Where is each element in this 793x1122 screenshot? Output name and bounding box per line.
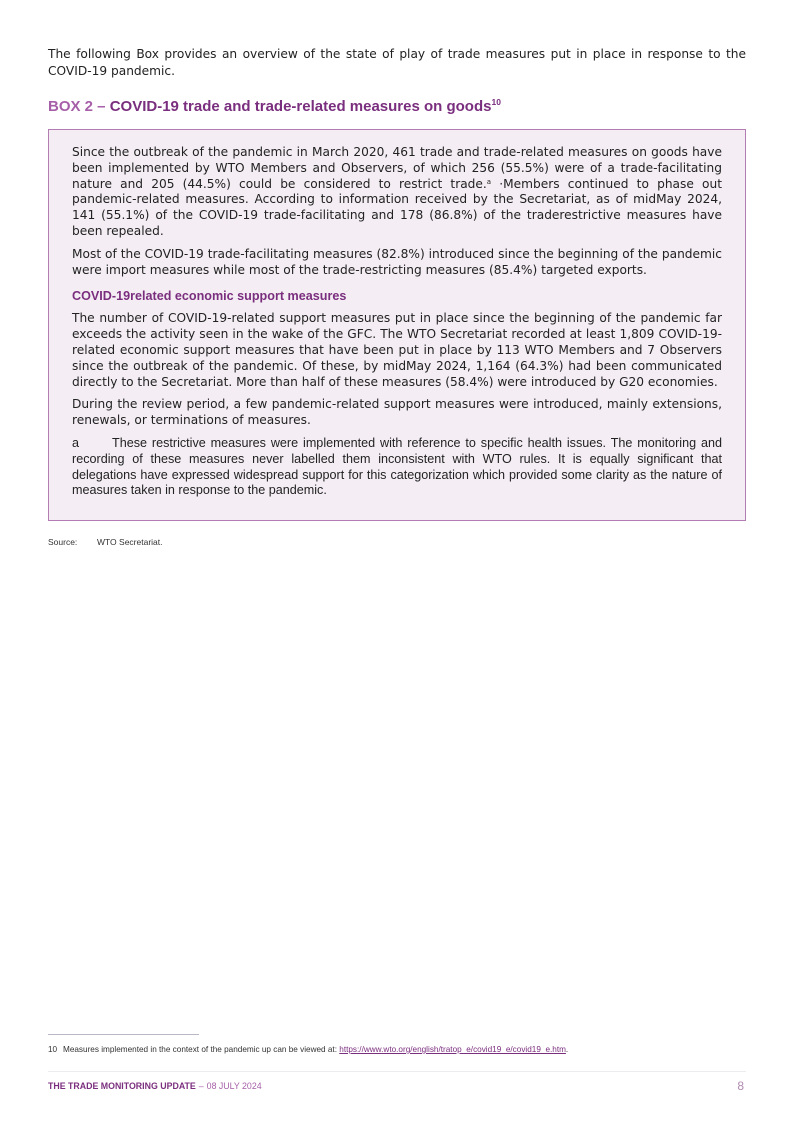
box-title	[48, 97, 746, 117]
page-footer	[48, 1081, 746, 1095]
box-label: BOX 2 –	[48, 98, 106, 115]
footer-publication: THE TRADE MONITORING UPDATE	[48, 1081, 196, 1091]
box-title-text: COVID-19 trade and trade-related measures on goods	[109, 98, 492, 115]
footnote-text: Measures implemented in the context of the pandemic up can be viewed at:	[63, 1045, 340, 1054]
box-title-footnote-ref[interactable]: 10	[491, 97, 501, 107]
footnote-divider	[48, 1034, 199, 1035]
box-note-text: These restrictive measures were implemented with reference to specific health issues. The monitoring and recording of these measures never labelled them inconsistent with WTO rules. It is equally significant that delegations have expressed widespread support for this categorization which provided some clarity as the nature of measures taken in response to the pandemic.	[72, 435, 722, 498]
footnote-end: .	[565, 1045, 569, 1054]
box-paragraph-1-text-b: ·Members continued to phase out pandemic-related measures. According to information received by the Secretariat, as of midMay 2024, 141 (55.1%) of the COVID-19 trade-facilitating and 178 (86.8%) of the traderestrictive measures have been repealed.	[72, 176, 722, 238]
footnote-number: 10	[48, 1045, 58, 1054]
box-note	[72, 436, 722, 499]
footer-separator: –	[198, 1081, 204, 1091]
footer-date: 08 JULY 2024	[206, 1081, 262, 1091]
box-note-marker: a	[72, 435, 80, 450]
footnote-10	[48, 1045, 746, 1054]
intro-paragraph: The following Box provides an overview of the state of play of trade measures put in place in response to the COVID-19 pandemic.	[48, 47, 746, 78]
page-number: 8	[737, 1079, 744, 1093]
box-paragraph-1-text-a: Since the outbreak of the pandemic in March 2020, 461 trade and trade-related measures on goods have been implemented by WTO Members and Observers, of which 256 (55.5%) were of a trade-facilitating nature and 205 (44.5%) could be considered to restrict trade.	[72, 145, 722, 191]
box-subheading: COVID-19related economic support measures	[72, 289, 347, 304]
box-2-panel	[48, 129, 746, 521]
footnote-link[interactable]: https://www.wto.org/english/tratop_e/covid19_e/covid19_e.htm	[339, 1045, 566, 1054]
source-text: WTO Secretariat.	[97, 537, 163, 547]
box-paragraph-3: The number of COVID-19-related support measures put in place since the beginning of the pandemic far exceeds the activity seen in the wake of the GFC. The WTO Secretariat recorded at least 1,809 COVID-19-related economic support measures that have been put in place by 113 WTO Members and 7 Observers since the outbreak of the pandemic. Of these, by midMay 2024, 1,164 (64.3%) had been communicated directly to the Secretariat. More than half of these measures (58.4%) were introduced by G20 economies.	[72, 311, 722, 389]
source-line	[48, 537, 163, 547]
source-label: Source:	[48, 537, 78, 547]
box-paragraph-2: Most of the COVID-19 trade-facilitating measures (82.8%) introduced since the beginning of the pandemic were import measures while most of the trade-restricting measures (85.4%) targeted exports.	[72, 246, 722, 277]
footer-divider	[48, 1071, 746, 1072]
box-paragraph-4: During the review period, a few pandemic-related support measures were introduced, mainly extensions, renewals, or terminations of measures.	[72, 397, 722, 428]
note-a-ref: a	[486, 177, 492, 186]
box-paragraph-1	[72, 145, 722, 240]
